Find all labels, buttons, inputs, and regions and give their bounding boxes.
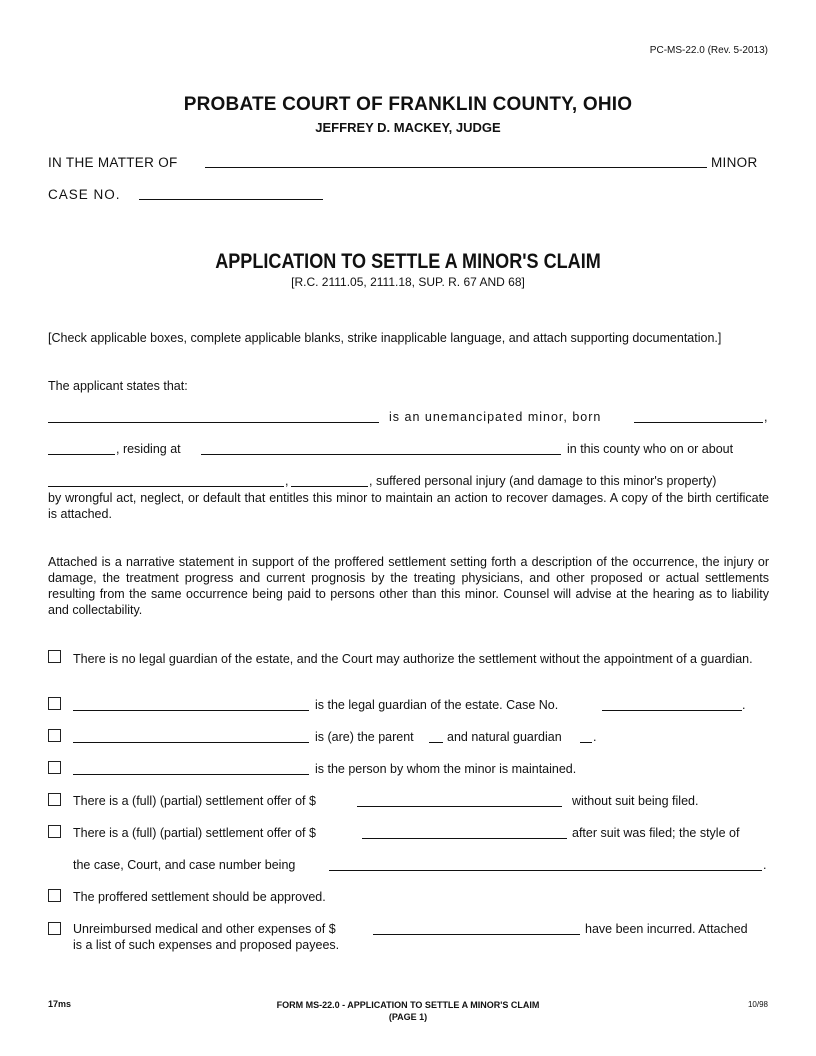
expenses-amount-field[interactable]	[373, 934, 580, 935]
judge-name: JEFFREY D. MACKEY, JUDGE	[315, 120, 501, 135]
offer-without-suit-checkbox[interactable]	[48, 793, 61, 806]
comma-3: ,	[285, 474, 289, 488]
footer-title-line: FORM MS-22.0 - APPLICATION TO SETTLE A MINOR'S CLAIM	[276, 1000, 540, 1010]
offer-amount-field[interactable]	[357, 806, 562, 807]
period-1: .	[742, 698, 746, 712]
matter-label: IN THE MATTER OF	[48, 155, 178, 170]
minor-name-field[interactable]	[205, 167, 707, 168]
guardian-name-field[interactable]	[73, 710, 309, 711]
birth-year-field[interactable]	[48, 454, 115, 455]
offer-after-amount-field[interactable]	[362, 838, 567, 839]
no-guardian-checkbox[interactable]	[48, 650, 61, 663]
suffered-text: , suffered personal injury (and damage to this minor's property)	[369, 474, 717, 488]
case-style-text: the case, Court, and case number being	[73, 858, 296, 872]
form-title: APPLICATION TO SETTLE A MINOR'S CLAIM	[215, 250, 601, 273]
maintained-checkbox[interactable]	[48, 761, 61, 774]
parent-text: is (are) the parent	[315, 730, 414, 744]
footer-code: 17ms	[48, 999, 72, 1009]
offer-without-suit-text: There is a (full) (partial) settlement offer of $	[73, 794, 316, 808]
legal-guardian-checkbox[interactable]	[48, 697, 61, 710]
residence-field[interactable]	[201, 454, 561, 455]
offer-after-suit-text: There is a (full) (partial) settlement offer of $	[73, 826, 316, 840]
instructions: [Check applicable boxes, complete applicable blanks, strike inapplicable language, and attach supporting documentation.]	[48, 331, 722, 345]
approved-text: The proffered settlement should be approved.	[73, 890, 326, 904]
minor-label: MINOR	[711, 155, 758, 170]
in-county-text: in this county who on or about	[567, 442, 734, 456]
case-no-label: CASE NO.	[48, 187, 121, 202]
wrongful-act-text: by wrongful act, neglect, or default that entitles this minor to maintain an action to recover damages. A copy of the birth certificate is attached.	[48, 491, 769, 521]
court-name: PROBATE COURT OF FRANKLIN COUNTY, OHIO	[183, 94, 633, 115]
narrative-text: Attached is a narrative statement in support of the proffered settlement setting forth a description of the occurrence, the injury or damage, the treatment progress and current prognosis by the treating physicians, and other proposed or actual settlements resulting from the same occurrence being paid to persons other than this minor. Counsel will advise at the hearing as to liability and collectability.	[48, 555, 769, 617]
maintained-text: is the person by whom the minor is maintained.	[315, 762, 577, 776]
birth-date-field[interactable]	[634, 422, 763, 423]
incurred-text: have been incurred. Attached	[585, 922, 748, 936]
parent-name-field[interactable]	[73, 742, 309, 743]
expenses-text: Unreimbursed medical and other expenses of $	[73, 922, 336, 936]
approved-checkbox[interactable]	[48, 889, 61, 902]
period-2: .	[593, 730, 597, 744]
case-no-field[interactable]	[139, 199, 323, 200]
comma-1: ,	[764, 410, 768, 424]
applicant-states: The applicant states that:	[48, 379, 188, 393]
legal-guardian-text: is the legal guardian of the estate. Case No.	[315, 698, 559, 712]
after-suit-text: after suit was filed; the style of	[572, 826, 740, 840]
guardian-plural-field[interactable]	[580, 742, 592, 743]
injury-date-field[interactable]	[48, 486, 284, 487]
unemancipated-text: is an unemancipated minor, born	[389, 410, 602, 424]
offer-after-suit-checkbox[interactable]	[48, 825, 61, 838]
maintainer-name-field[interactable]	[73, 774, 309, 775]
injury-year-field[interactable]	[291, 486, 368, 487]
parent-plural-field[interactable]	[429, 742, 443, 743]
footer-form-title	[0, 999, 816, 1023]
natural-guardian-text: and natural guardian	[447, 730, 562, 744]
footer-date: 10/98	[747, 1000, 768, 1009]
guardian-case-no-field[interactable]	[602, 710, 742, 711]
expenses-checkbox[interactable]	[48, 922, 61, 935]
residing-text: , residing at	[116, 442, 181, 456]
without-suit-text: without suit being filed.	[572, 794, 699, 808]
parent-checkbox[interactable]	[48, 729, 61, 742]
case-style-field[interactable]	[329, 870, 762, 871]
form-subtitle: [R.C. 2111.05, 2111.18, SUP. R. 67 AND 68]	[291, 275, 525, 289]
footer-page: (PAGE 1)	[388, 1012, 428, 1022]
no-guardian-text: There is no legal guardian of the estate, and the Court may authorize the settlement without the appointment of a guardian.	[73, 652, 753, 666]
period-3: .	[763, 858, 767, 872]
minor-name-field-2[interactable]	[48, 422, 379, 423]
form-id: PC-MS-22.0 (Rev. 5-2013)	[649, 45, 768, 56]
expenses-list-text: is a list of such expenses and proposed payees.	[73, 938, 340, 952]
